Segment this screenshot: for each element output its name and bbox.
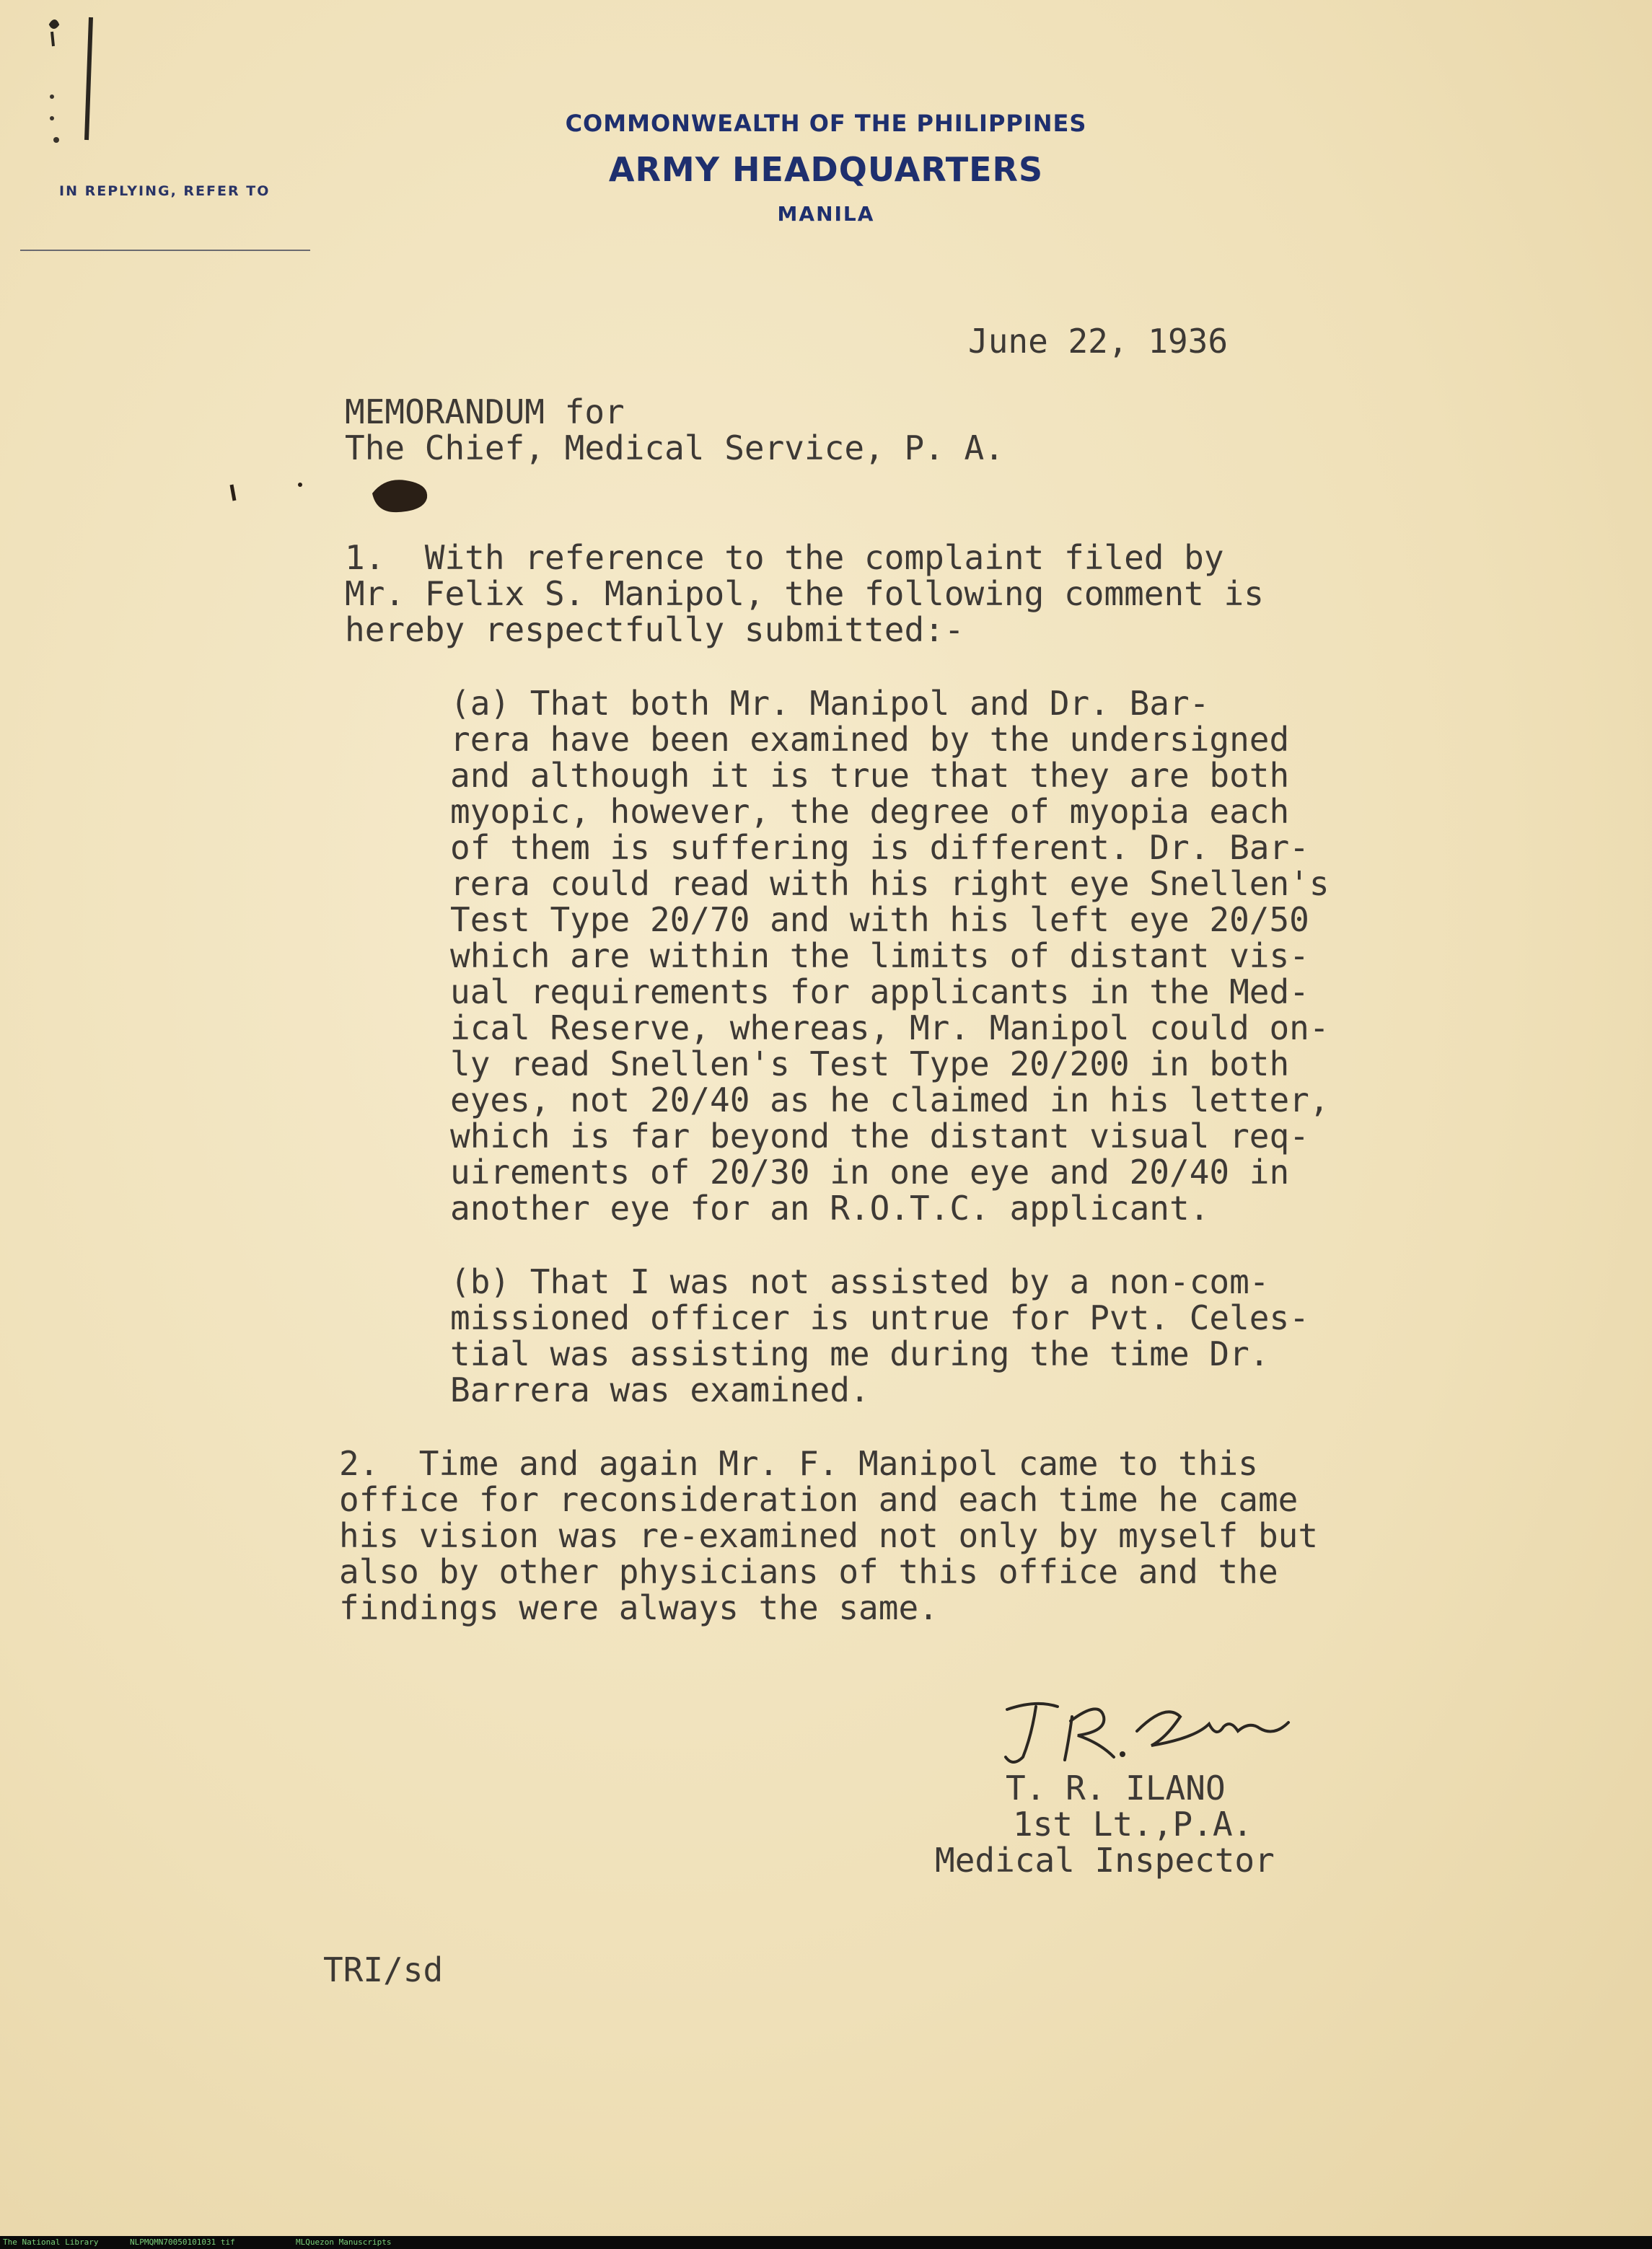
footer-library: The National Library (3, 2237, 99, 2247)
text-line: hereby respectfully submitted:- (345, 610, 965, 649)
text-line: 2. Time and again Mr. F. Manipol came to this (339, 1444, 1258, 1483)
text-line: (b) That I was not assisted by a non-com- (450, 1262, 1270, 1301)
signatory-rank: 1st Lt.,P.A. (1013, 1805, 1253, 1844)
memo-addressee: The Chief, Medical Service, P. A. (345, 428, 1004, 467)
signatory-name: T. R. ILANO (1006, 1769, 1226, 1808)
text-line: ical Reserve, whereas, Mr. Manipol could on- (450, 1008, 1330, 1047)
reference-initials: TRI/sd (323, 1950, 444, 1989)
reference-line (20, 250, 310, 251)
letterhead-commonwealth: COMMONWEALTH OF THE PHILIPPINES (565, 110, 1087, 137)
text-line: rera could read with his right eye Snellen's (450, 864, 1330, 903)
text-line: ual requirements for applicants in the Med- (450, 972, 1309, 1011)
paragraph-b (450, 1264, 1309, 1408)
text-line: missioned officer is untrue for Pvt. Celes- (450, 1298, 1309, 1337)
text-line: another eye for an R.O.T.C. applicant. (450, 1189, 1210, 1228)
text-line: Test Type 20/70 and with his left eye 20/50 (450, 900, 1309, 939)
text-line: myopic, however, the degree of myopia each (450, 792, 1290, 831)
memo-heading: MEMORANDUM for (345, 392, 625, 431)
handwritten-signature (993, 1688, 1339, 1774)
text-line: 1. With reference to the complaint filed by (345, 538, 1224, 577)
ink-blot (228, 465, 488, 529)
paragraph-a (450, 685, 1330, 1226)
text-line: eyes, not 20/40 as he claimed in his letter, (450, 1081, 1330, 1119)
text-line: which are within the limits of distant vis- (450, 936, 1309, 975)
text-line: uirements of 20/30 in one eye and 20/40 in (450, 1153, 1290, 1192)
memo-header (345, 394, 1004, 466)
text-line: Mr. Felix S. Manipol, the following comment is (345, 574, 1264, 613)
text-line: also by other physicians of this office and the (339, 1552, 1278, 1591)
corner-ink-marks (43, 10, 108, 154)
text-line: rera have been examined by the undersigned (450, 720, 1290, 759)
text-line: findings were always the same. (339, 1588, 939, 1627)
text-line: of them is suffering is different. Dr. Bar- (450, 828, 1309, 867)
memo-date: June 22, 1936 (968, 322, 1229, 361)
footer-collection: MLQuezon Manuscripts (296, 2237, 392, 2247)
paragraph-1 (345, 540, 1264, 648)
footer-filename: NLPMQMN70050101031 tif (130, 2237, 235, 2247)
text-line: Barrera was examined. (450, 1370, 870, 1409)
signatory-title: Medical Inspector (935, 1841, 1275, 1880)
text-line: (a) That both Mr. Manipol and Dr. Bar- (450, 684, 1210, 723)
text-line: and although it is true that they are both (450, 756, 1290, 795)
letterhead-manila: MANILA (777, 202, 875, 226)
text-line: tial was assisting me during the time Dr. (450, 1334, 1270, 1373)
letterhead-army-headquarters: ARMY HEADQUARTERS (608, 150, 1044, 189)
paragraph-2 (339, 1445, 1318, 1626)
replying-refer-label: IN REPLYING, REFER TO (59, 183, 271, 199)
text-line: ly read Snellen's Test Type 20/200 in both (450, 1044, 1290, 1083)
text-line: office for reconsideration and each time he came (339, 1480, 1299, 1519)
text-line: which is far beyond the distant visual req- (450, 1117, 1309, 1156)
text-line: his vision was re-examined not only by myself but (339, 1516, 1319, 1555)
archive-footer (0, 2236, 1652, 2249)
